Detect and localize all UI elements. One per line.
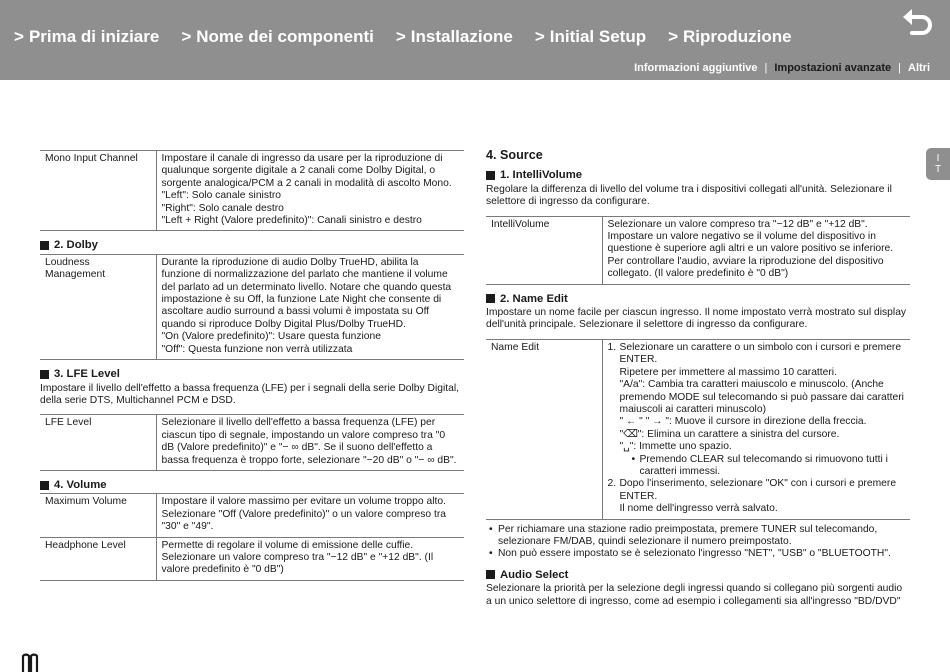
- nav-label: Prima di iniziare: [28, 27, 160, 46]
- note-item: • Per richiamare una stazione radio preimpostata, premere TUNER sul telecomando, selezionare FM/DAB, quindi selezionare il numero preimpostato.: [486, 524, 910, 549]
- section-heading: [486, 569, 910, 581]
- nav-initial-setup[interactable]: [535, 27, 646, 47]
- step-text: Selezionare un carattere o un simbolo con i cursori e premere ENTER.: [619, 341, 902, 366]
- right-column: [486, 147, 910, 615]
- step-number: 2.: [607, 478, 617, 490]
- nav-installazione[interactable]: [396, 27, 513, 47]
- nav-label: Installazione: [410, 27, 513, 46]
- section-description: Selezionare la priorità per la selezione degli ingressi quando si collegano più sorgenti audio a un unico selettore di ingresso, come ad esempio i collegamenti sia all'ingresso "BD/DVD": [486, 583, 903, 607]
- step-line: " ← " " → ": Muove il cursore in direzione della freccia.: [619, 416, 867, 428]
- description-line: Permette di regolare il volume di emissione delle cuffie. Selezionare un valore compreso tra "−12 dB" e "+12 dB". (Il valore predefinito è "0 dB"): [161, 539, 434, 576]
- top-navigation-bar: [0, 0, 950, 80]
- setting-description: [156, 537, 464, 580]
- step-line: "⌫": Elimina un carattere a sinistra del cursore.: [619, 428, 840, 440]
- heading-text: 2. Name Edit: [500, 292, 568, 305]
- description-line: Selezionare il livello dell'effetto a bassa frequenza (LFE) per ciascun tipo di segnale, impostando un valore compreso tra "0 dB (Valore predefinito)" e "− ∞ dB". Se il suono dell'effetto a bassa frequenza è troppo forte, selezionare "−20 dB" o "− ∞ dB".: [161, 417, 457, 466]
- setting-description: [156, 254, 464, 359]
- nav-riproduzione[interactable]: [668, 27, 792, 47]
- setting-description: [602, 216, 910, 284]
- heading-text: 3. LFE Level: [54, 368, 120, 381]
- section-heading: [40, 368, 464, 380]
- lfe-table: [40, 414, 464, 471]
- table-row: [40, 151, 464, 231]
- step-line: "␣": Immette uno spazio.: [619, 441, 732, 453]
- description-line: Impostare il canale di ingresso da usare per la riproduzione di qualunque sorgente digitale a 2 canali come Dolby Digital, o sorgente analogica/PCM a 2 canali in modalità di ascolto Mono.: [161, 153, 452, 189]
- table-row: [486, 339, 910, 519]
- description-line: "Right": Solo canale destro: [161, 202, 284, 214]
- square-bullet-icon: [40, 370, 49, 379]
- nav-label: Initial Setup: [549, 27, 647, 46]
- table-row: [40, 537, 464, 580]
- chevron-right-icon: >: [181, 27, 192, 46]
- return-arrow-icon[interactable]: [900, 6, 936, 40]
- setting-description: [156, 151, 464, 231]
- setting-name: Headphone Level: [40, 537, 156, 580]
- steps-list: [608, 342, 906, 516]
- description-line: Impostare il valore massimo per evitare un volume troppo alto. Selezionare "Off (Valore predefinito)" o un valore compreso tra "30" e "49".: [161, 496, 447, 533]
- nav-prima-di-iniziare[interactable]: [14, 27, 159, 47]
- section-heading: [40, 239, 464, 251]
- step-text: Dopo l'inserimento, selezionare "OK" con i cursori e premere ENTER.: [619, 478, 897, 502]
- section-heading: [40, 479, 464, 491]
- setting-name: Loudness Management: [40, 254, 156, 359]
- chevron-right-icon: >: [395, 27, 406, 46]
- setting-description: [156, 415, 464, 471]
- sub-navigation: [634, 62, 930, 74]
- section-heading: [486, 169, 910, 181]
- section-description: Impostare il livello dell'effetto a bassa frequenza (LFE) per i segnali della serie Dolby Digital, della serie DTS, Multichannel PCM e DSD.: [40, 382, 460, 406]
- description-line: "On (Valore predefinito)": Usare questa funzione: [161, 331, 381, 343]
- nav-nome-dei-componenti[interactable]: [181, 27, 374, 47]
- subnav-separator: |: [898, 62, 901, 74]
- square-bullet-icon: [40, 481, 49, 490]
- note-item: • Non può essere impostato se è selezionato l'ingresso "NET", "USB" o "BLUETOOTH".: [486, 548, 910, 560]
- section-description: Regolare la differenza di livello del volume tra i dispositivi collegati all'unità. Selezionare il selettore di ingresso da configurare.: [486, 183, 892, 208]
- description-line: "Off": Questa funzione non verrà utilizzata: [161, 343, 353, 355]
- step-item: [608, 342, 906, 478]
- side-tab-line: I: [936, 153, 940, 164]
- setting-name: IntelliVolume: [486, 216, 602, 284]
- subnav-altri[interactable]: Altri: [908, 62, 930, 74]
- subnav-informazioni-aggiuntive[interactable]: Informazioni aggiuntive: [634, 62, 758, 74]
- square-bullet-icon: [486, 171, 495, 180]
- subnav-separator: |: [764, 62, 768, 74]
- intellivolume-table: [486, 216, 910, 285]
- setting-name: Maximum Volume: [40, 494, 156, 537]
- description-line: Selezionare un valore compreso tra "−12 dB" e "+12 dB". Impostare un valore negativo se il volume del dispositivo in questione è superiore agli altri e un valore positivo se inferiore. Per controllare l'audio, avviare la riproduzione del dispositivo collegato. (Il valore predefinito è "0 dB"): [607, 218, 894, 280]
- section-heading: [486, 293, 910, 305]
- table-row: [40, 415, 464, 471]
- heading-text: Audio Select: [500, 568, 569, 581]
- chevron-right-icon: >: [14, 27, 24, 46]
- square-bullet-icon: [486, 570, 495, 579]
- setting-description: [602, 339, 910, 519]
- chevron-right-icon: >: [668, 27, 679, 46]
- page-number-icon: [21, 650, 39, 672]
- chevron-right-icon: >: [534, 27, 545, 46]
- subnav-impostazioni-avanzate[interactable]: Impostazioni avanzate: [774, 62, 892, 74]
- section-description: Impostare un nome facile per ciascun ingresso. Il nome impostato verrà mostrato sul display dell'unità principale. Selezionare il selettore di ingresso da configurare.: [486, 307, 907, 331]
- step-line: Ripetere per immettere al massimo 10 caratteri.: [619, 366, 837, 378]
- step-number: 1.: [607, 341, 617, 353]
- nav-label: Nome dei componenti: [196, 27, 374, 46]
- description-line: "Left": Solo canale sinistro: [161, 190, 281, 202]
- setting-name: Name Edit: [486, 339, 602, 519]
- heading-text: 4. Volume: [54, 478, 107, 491]
- table-row: [40, 494, 464, 537]
- setting-name: LFE Level: [40, 415, 156, 471]
- source-heading: 4. Source: [486, 148, 543, 162]
- setting-name: Mono Input Channel: [40, 151, 156, 231]
- square-bullet-icon: [486, 294, 495, 303]
- volume-table: [40, 493, 464, 580]
- table-row: [40, 254, 464, 359]
- nav-label: Riproduzione: [683, 27, 792, 46]
- step-line: Il nome dell'ingresso verrà salvato.: [619, 503, 778, 515]
- description-line: "Left + Right (Valore predefinito)": Canali sinistro e destro: [161, 215, 422, 227]
- table-row: [486, 216, 910, 284]
- step-line: "A/a": Cambia tra caratteri maiuscolo e minuscolo. (Anche premendo MODE sul telecomando si può passare dai caratteri maiuscoli ai caratteri minuscolo): [619, 379, 904, 415]
- main-nav: [14, 27, 814, 47]
- notes-list: [486, 524, 910, 561]
- name-edit-table: [486, 339, 910, 520]
- setting-description: [156, 494, 464, 537]
- language-tab-it[interactable]: [926, 148, 950, 180]
- side-tab-line: T: [934, 164, 942, 175]
- step-item: [608, 478, 906, 515]
- heading-text: 2. Dolby: [54, 239, 98, 252]
- heading-text: 1. IntelliVolume: [500, 169, 583, 182]
- dolby-table: [40, 254, 464, 360]
- step-bullet: • Premendo CLEAR sul telecomando si rimuovono tutti i caratteri immessi.: [620, 454, 906, 479]
- left-column: [40, 150, 464, 581]
- mono-input-table: [40, 150, 464, 231]
- square-bullet-icon: [40, 241, 49, 250]
- description-line: Durante la riproduzione di audio Dolby TrueHD, abilita la funzione di normalizzazione del parlato che mantiene il volume del parlato ad un determinato livello. Notare che quando questa impostazione è su Off, la funzione Late Night che consente di ascoltare audio surround a bassi volumi è impostata su Off quando si riproduce Dolby Digital Plus/Dolby TrueHD.: [161, 256, 452, 330]
